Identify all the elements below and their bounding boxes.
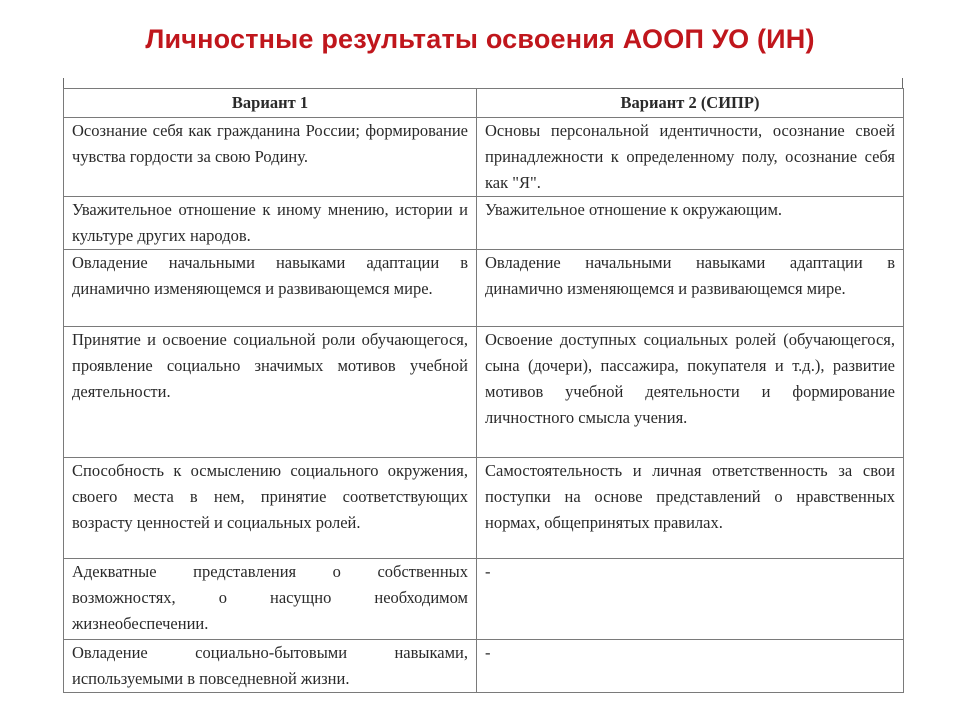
table-row <box>64 327 904 458</box>
table-top-rule <box>63 78 903 88</box>
header-variant-2: Вариант 2 (СИПР) <box>477 89 904 118</box>
variant-1-cell: Овладение социально-бытовыми навыками, используемыми в повседневной жизни. <box>64 640 477 693</box>
table-header-row <box>64 89 904 118</box>
table-row <box>64 559 904 640</box>
variant-2-cell: - <box>477 559 904 640</box>
variant-2-cell: - <box>477 640 904 693</box>
variant-1-cell: Принятие и освоение социальной роли обучающегося, проявление социально значимых мотивов учебной деятельности. <box>64 327 477 458</box>
page-title: Личностные результаты освоения АООП УО (ИН) <box>145 24 815 54</box>
table-row <box>64 640 904 693</box>
variant-1-cell: Осознание себя как гражданина России; формирование чувства гордости за свою Родину. <box>64 118 477 197</box>
variant-2-cell: Овладение начальными навыками адаптации в динамично изменяющемся и развивающемся мире. <box>477 250 904 327</box>
header-variant-1: Вариант 1 <box>64 89 477 118</box>
variant-1-cell: Уважительное отношение к иному мнению, истории и культуре других народов. <box>64 197 477 250</box>
variant-1-cell: Овладение начальными навыками адаптации в динамично изменяющемся и развивающемся мире. <box>64 250 477 327</box>
table-row <box>64 197 904 250</box>
variant-1-cell: Адекватные представления о собственных возможностях, о насущно необходимом жизнеобеспечении. <box>64 559 477 640</box>
table-row <box>64 250 904 327</box>
variant-1-cell: Способность к осмыслению социального окружения, своего места в нем, принятие соответствующих возрасту ценностей и социальных ролей. <box>64 458 477 559</box>
table-row <box>64 118 904 197</box>
table-row <box>64 458 904 559</box>
variant-2-cell: Освоение доступных социальных ролей (обучающегося, сына (дочери), пассажира, покупателя и т.д.), развитие мотивов учебной деятельности и формирование личностного смысла учения. <box>477 327 904 458</box>
variant-2-cell: Самостоятельность и личная ответственность за свои поступки на основе представлений о нравственных нормах, общепринятых правилах. <box>477 458 904 559</box>
variants-table <box>63 88 904 693</box>
variant-2-cell: Основы персональной идентичности, осознание своей принадлежности к определенному полу, осознание себя как "Я". <box>477 118 904 197</box>
variant-2-cell: Уважительное отношение к окружающим. <box>477 197 904 250</box>
